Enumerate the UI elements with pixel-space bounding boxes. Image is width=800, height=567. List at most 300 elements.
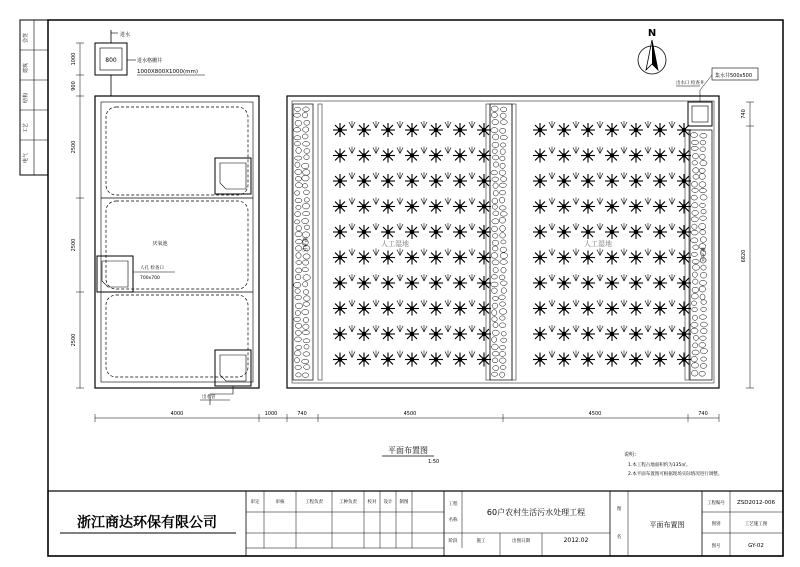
- gravel-pebble: [492, 177, 499, 182]
- plan-scale: 1:50: [428, 459, 440, 465]
- reed-plant-symbol: [477, 225, 491, 239]
- notes: [624, 451, 722, 477]
- gravel-pebble: [303, 141, 310, 146]
- gravel-pebble: [699, 343, 706, 348]
- grass-plant-symbol: [397, 147, 403, 154]
- grass-plant-symbol: [669, 172, 675, 179]
- reed-plant-symbol: [477, 353, 491, 367]
- gravel-pebble: [302, 267, 308, 271]
- dim-left-2: 2500: [71, 140, 77, 154]
- gravel-pebble: [492, 149, 497, 153]
- reed-plant-symbol: [653, 302, 667, 316]
- gravel-pebble: [491, 112, 497, 117]
- grass-plant-symbol: [349, 147, 355, 154]
- gravel-pebble: [295, 289, 300, 294]
- gravel-pebble: [492, 344, 499, 350]
- gravel-pebble: [700, 237, 706, 243]
- gravel-pebble: [303, 254, 310, 259]
- gravel-pebble: [294, 127, 301, 132]
- inlet-well: [95, 30, 205, 96]
- reed-plant-symbol: [533, 174, 547, 188]
- reed-plant-symbol: [453, 174, 467, 188]
- reed-plant-symbol: [333, 123, 347, 137]
- reed-plant-symbol: [477, 200, 491, 214]
- gravel-pebble: [692, 287, 699, 292]
- grass-plant-symbol: [573, 147, 579, 154]
- gravel-pebble: [700, 160, 707, 165]
- gravel-pebble: [303, 275, 310, 281]
- grass-plant-symbol: [445, 274, 451, 281]
- reed-plant-symbol: [477, 251, 491, 265]
- gravel-pebble: [500, 143, 505, 147]
- reed-plant-symbol: [629, 251, 643, 265]
- reed-plant-symbol: [677, 149, 691, 163]
- gravel-pebble: [492, 198, 498, 204]
- grass-plant-symbol: [573, 300, 579, 307]
- reed-plant-symbol: [581, 225, 595, 239]
- reed-plant-symbol: [557, 353, 571, 367]
- grass-plant-symbol: [645, 198, 651, 205]
- reed-plant-symbol: [581, 174, 595, 188]
- reed-plant-symbol: [629, 225, 643, 239]
- gravel-pebble: [303, 127, 309, 132]
- grass-plant-symbol: [421, 198, 427, 205]
- anaerobic-tank: [95, 96, 259, 405]
- gravel-pebble: [700, 140, 706, 145]
- reed-plant-symbol: [381, 353, 395, 367]
- reed-plant-symbol: [653, 225, 667, 239]
- side-strip-item-2: 结构: [23, 92, 29, 104]
- gravel-pebble: [304, 345, 309, 350]
- grass-plant-symbol: [597, 198, 603, 205]
- reed-plant-symbol: [605, 276, 619, 290]
- gravel-pebble: [501, 338, 507, 342]
- reed-plant-symbol: [653, 174, 667, 188]
- gravel-pebble: [691, 328, 698, 333]
- gravel-pebble: [500, 156, 505, 161]
- gravel-pebble: [294, 337, 301, 342]
- reed-plant-symbol: [405, 302, 419, 316]
- north-arrow: [638, 28, 666, 74]
- grass-plant-symbol: [349, 300, 355, 307]
- reed-plant-symbol: [405, 276, 419, 290]
- gravel-pebble: [499, 352, 505, 357]
- gravel-pebble: [693, 153, 699, 159]
- gravel-pebble: [699, 280, 706, 285]
- sheet-no: GY-02: [748, 543, 764, 549]
- grass-plant-symbol: [669, 300, 675, 307]
- grass-plant-symbol: [349, 121, 355, 128]
- reed-plant-symbol: [429, 276, 443, 290]
- reed-plant-symbol: [557, 200, 571, 214]
- gravel-pebble: [699, 315, 706, 320]
- reed-plant-symbol: [333, 200, 347, 214]
- gravel-pebble: [693, 335, 698, 340]
- inlet-label: 进水: [120, 32, 131, 38]
- gravel-pebble: [691, 238, 698, 243]
- grass-plant-symbol: [549, 249, 555, 256]
- reed-plant-symbol: [333, 327, 347, 341]
- grass-plant-symbol: [421, 223, 427, 230]
- gravel-pebble: [500, 345, 506, 350]
- gravel-pebble: [691, 322, 698, 327]
- reed-plant-symbol: [453, 225, 467, 239]
- reed-plant-symbol: [581, 276, 595, 290]
- grass-plant-symbol: [349, 223, 355, 230]
- reed-plant-symbol: [557, 149, 571, 163]
- grass-plant-symbol: [549, 172, 555, 179]
- reed-plant-symbol: [557, 302, 571, 316]
- reed-plant-symbol: [533, 302, 547, 316]
- grass-plant-symbol: [621, 121, 627, 128]
- gravel-pebble: [500, 113, 506, 118]
- dim-bottom-1: 1000: [264, 411, 278, 417]
- gravel-pebble: [492, 337, 497, 343]
- reed-plant-symbol: [533, 276, 547, 290]
- gravel-pebble: [499, 206, 506, 210]
- gravel-pebble: [701, 209, 706, 214]
- gravel-pebble: [492, 288, 498, 293]
- grass-plant-symbol: [421, 325, 427, 332]
- side-strip-item-4: 电气: [23, 152, 29, 164]
- notes-line-2: 2.本平面布置图可根据现场实际情况进行调整。: [628, 472, 723, 477]
- gravel-pebble: [492, 234, 498, 239]
- reed-plant-symbol: [405, 174, 419, 188]
- gravel-pebble: [692, 315, 697, 320]
- reed-plant-symbol: [533, 200, 547, 214]
- project-label-top: 工程: [448, 502, 458, 507]
- plan-title: 平面布置图: [388, 446, 428, 455]
- gravel-pebble: [692, 161, 698, 165]
- gravel-pebble: [491, 170, 498, 174]
- grass-plant-symbol: [573, 172, 579, 179]
- reed-plant-symbol: [629, 327, 643, 341]
- gravel-pebble: [296, 373, 301, 377]
- gravel-pebble: [501, 267, 506, 273]
- reed-plant-symbol: [677, 225, 691, 239]
- gravel-pebble: [691, 356, 697, 362]
- reed-plant-symbol: [381, 276, 395, 290]
- reed-plant-symbol: [653, 327, 667, 341]
- gravel-pebble: [693, 279, 698, 284]
- gravel-pebble: [500, 190, 506, 195]
- gravel-pebble: [500, 163, 505, 168]
- gravel-pebble: [492, 219, 499, 224]
- grass-plant-symbol: [349, 274, 355, 281]
- reed-plant-symbol: [333, 225, 347, 239]
- reed-plant-symbol: [477, 302, 491, 316]
- gravel-pebble: [303, 282, 308, 287]
- grass-plant-symbol: [469, 325, 475, 332]
- reed-plant-symbol: [605, 302, 619, 316]
- reed-plant-symbol: [453, 200, 467, 214]
- review-label-6: 制图: [399, 500, 409, 505]
- outlet-well-label: 集水井500x500: [715, 73, 753, 79]
- gravel-pebble: [500, 212, 507, 217]
- project-name: 60户农村生活污水处理工程: [486, 508, 586, 517]
- reed-plant-symbol: [629, 353, 643, 367]
- grass-plant-symbol: [397, 249, 403, 256]
- grass-plant-symbol: [597, 147, 603, 154]
- drawing-type-label: 图别: [711, 522, 721, 527]
- gravel-pebble: [500, 120, 507, 125]
- gravel-pebble: [493, 267, 498, 272]
- reed-plant-symbol: [477, 123, 491, 137]
- gravel-pebble: [294, 220, 299, 224]
- gravel-pebble: [492, 205, 497, 210]
- grass-plant-symbol: [469, 351, 475, 358]
- reed-plant-symbol: [629, 302, 643, 316]
- grass-plant-symbol: [469, 172, 475, 179]
- drawing-type: 工艺施工图: [744, 522, 768, 527]
- grass-plant-symbol: [573, 274, 579, 281]
- gravel-pebble: [700, 363, 706, 368]
- grass-plant-symbol: [573, 121, 579, 128]
- side-strip: [20, 20, 48, 175]
- reed-plant-symbol: [605, 327, 619, 341]
- gravel-pebble: [499, 295, 505, 300]
- grass-plant-symbol: [669, 274, 675, 281]
- reed-plant-symbol: [533, 225, 547, 239]
- gravel-pebble: [296, 226, 302, 231]
- reed-plant-symbol: [429, 123, 443, 137]
- gravel-pebble: [492, 260, 499, 265]
- gravel-pebble: [302, 175, 309, 181]
- gravel-pebble: [303, 260, 309, 265]
- grass-plant-symbol: [469, 223, 475, 230]
- gravel-pebble: [499, 183, 506, 187]
- reed-plant-symbol: [581, 200, 595, 214]
- gravel-pebble: [303, 290, 308, 295]
- grass-plant-symbol: [645, 249, 651, 256]
- grass-plant-symbol: [349, 351, 355, 358]
- gravel-pebble: [500, 247, 506, 252]
- gravel-pebble: [294, 191, 299, 195]
- gravel-pebble: [701, 300, 707, 305]
- gravel-pebble: [500, 253, 507, 259]
- grass-plant-symbol: [645, 325, 651, 332]
- phase-label: 阶段: [448, 539, 458, 544]
- gravel-pebble: [692, 188, 699, 192]
- reed-plant-symbol: [357, 123, 371, 137]
- reed-plant-symbol: [453, 302, 467, 316]
- gravel-pebble: [499, 217, 505, 223]
- gravel-pebble: [693, 245, 699, 250]
- grass-plant-symbol: [645, 351, 651, 358]
- gravel-pebble: [295, 176, 301, 181]
- gravel-pebble: [493, 183, 498, 188]
- gravel-pebble: [693, 343, 698, 348]
- gravel-pebble: [700, 348, 707, 353]
- reed-plant-symbol: [557, 174, 571, 188]
- reed-plant-symbol: [477, 327, 491, 341]
- gravel-pebble: [500, 128, 506, 133]
- gravel-pebble: [699, 286, 705, 292]
- gravel-pebble: [295, 310, 300, 315]
- grass-plant-symbol: [421, 172, 427, 179]
- grass-plant-symbol: [469, 147, 475, 154]
- gravel-pebble: [699, 173, 705, 179]
- gravel-pebble: [294, 136, 301, 140]
- title-block: [48, 491, 783, 556]
- reed-plant-symbol: [429, 149, 443, 163]
- bottom-dimensions: [95, 411, 719, 422]
- gravel-pebble: [699, 371, 705, 376]
- review-label-1: 审核: [275, 500, 285, 505]
- grass-plant-symbol: [445, 172, 451, 179]
- reed-plant-symbol: [629, 174, 643, 188]
- reed-plant-symbol: [453, 353, 467, 367]
- grass-plant-symbol: [669, 198, 675, 205]
- grass-plant-symbol: [549, 121, 555, 128]
- gravel-pebble: [499, 275, 505, 280]
- grass-plant-symbol: [421, 351, 427, 358]
- gravel-pebble: [493, 155, 499, 160]
- gravel-pebble: [304, 149, 310, 154]
- gravel-pebble: [302, 330, 309, 334]
- gravel-pebble: [303, 339, 310, 343]
- grass-plant-symbol: [445, 121, 451, 128]
- gravel-pebble: [491, 106, 498, 112]
- gravel-pebble: [500, 260, 507, 265]
- manhole-size: 700x700: [140, 276, 160, 281]
- notes-title: 说明：: [624, 452, 640, 458]
- company-name: 浙江商达环保有限公司: [77, 515, 217, 531]
- reed-plant-symbol: [653, 123, 667, 137]
- reed-plant-symbol: [677, 174, 691, 188]
- grass-plant-symbol: [645, 147, 651, 154]
- gravel-pebble: [492, 240, 498, 245]
- reed-plant-symbol: [381, 200, 395, 214]
- gravel-pebble: [302, 112, 307, 117]
- gravel-pebble: [499, 170, 505, 175]
- reed-plant-symbol: [333, 276, 347, 290]
- gravel-pebble: [492, 296, 498, 300]
- gravel-pebble: [492, 310, 497, 316]
- grass-plant-symbol: [621, 172, 627, 179]
- reed-plant-symbol: [333, 302, 347, 316]
- grass-plant-symbol: [445, 325, 451, 332]
- grass-plant-symbol: [421, 300, 427, 307]
- gravel-pebble: [701, 265, 706, 270]
- grass-plant-symbol: [373, 198, 379, 205]
- reed-plant-symbol: [605, 251, 619, 265]
- gravel-pebble: [701, 307, 707, 311]
- reed-plant-symbol: [333, 353, 347, 367]
- gravel-pebble: [701, 322, 708, 327]
- reed-plant-symbol: [677, 353, 691, 367]
- grass-plant-symbol: [597, 172, 603, 179]
- gravel-pebble: [500, 233, 506, 238]
- gravel-pebble: [492, 246, 498, 251]
- reed-plant-symbol: [557, 123, 571, 137]
- gravel-pebble: [304, 365, 310, 370]
- gravel-pebble: [303, 211, 310, 216]
- reed-plant-symbol: [333, 149, 347, 163]
- gravel-pebble: [692, 181, 698, 187]
- gravel-pebble: [302, 134, 308, 139]
- gravel-pattern-mid: [491, 106, 508, 377]
- reed-plant-symbol: [357, 225, 371, 239]
- gravel-pebble: [701, 357, 707, 361]
- reed-plant-symbol: [429, 302, 443, 316]
- dim-bottom-0: 4000: [170, 411, 184, 417]
- gravel-pebble: [692, 210, 699, 215]
- reed-plant-symbol: [381, 327, 395, 341]
- reed-plant-symbol: [333, 174, 347, 188]
- reed-plant-symbol: [533, 149, 547, 163]
- gravel-pebble: [499, 323, 505, 328]
- reed-plant-symbol: [533, 353, 547, 367]
- gravel-pebble: [501, 288, 506, 294]
- gravel-pebble: [295, 162, 300, 167]
- grass-plant-symbol: [445, 223, 451, 230]
- gravel-pebble: [700, 147, 706, 152]
- reed-plant-symbol: [357, 149, 371, 163]
- reed-plant-symbol: [629, 149, 643, 163]
- grass-plant-symbol: [373, 147, 379, 154]
- gravel-pebble: [296, 205, 301, 209]
- gravel-pebble: [699, 182, 706, 188]
- gravel-pebble: [492, 142, 499, 147]
- gravel-pebble: [691, 140, 698, 144]
- gravel-pebble: [296, 345, 302, 349]
- gravel-pebble: [303, 107, 309, 112]
- reed-plant-symbol: [629, 123, 643, 137]
- reed-plant-symbol: [557, 327, 571, 341]
- grass-plant-symbol: [597, 325, 603, 332]
- reed-plant-symbol: [357, 276, 371, 290]
- wetland-label-2: 人工湿地: [584, 240, 612, 248]
- grass-plant-symbol: [621, 351, 627, 358]
- grass-plant-symbol: [573, 223, 579, 230]
- reed-plant-symbol: [357, 327, 371, 341]
- reed-plant-symbol: [357, 251, 371, 265]
- gravel-pebble: [295, 156, 302, 160]
- reed-plant-symbol: [381, 302, 395, 316]
- review-label-0: 审定: [250, 500, 260, 505]
- inlet-well-size: 800: [105, 57, 117, 64]
- gravel-pebble: [691, 252, 697, 256]
- grass-plant-symbol: [597, 351, 603, 358]
- gravel-pebble: [699, 223, 706, 229]
- gravel-pebble: [692, 203, 698, 208]
- grass-plant-symbol: [349, 172, 355, 179]
- gravel-pebble: [699, 168, 705, 173]
- gravel-pebble: [303, 302, 310, 306]
- reed-plant-symbol: [677, 251, 691, 265]
- grass-plant-symbol: [469, 198, 475, 205]
- grass-plant-symbol: [621, 147, 627, 154]
- gravel-label-2: 配水区: [699, 247, 705, 263]
- reed-plant-symbol: [453, 251, 467, 265]
- grass-plant-symbol: [373, 351, 379, 358]
- gravel-pebble: [491, 372, 497, 376]
- reed-plant-symbol: [533, 327, 547, 341]
- gravel-pebble: [501, 177, 507, 182]
- review-label-4: 校对: [367, 500, 377, 505]
- gravel-pebble: [304, 120, 310, 125]
- gravel-pebble: [691, 133, 698, 138]
- gravel-pebble: [492, 330, 499, 335]
- gravel-pebble: [691, 363, 698, 368]
- outlet-pipe-label: 出水管: [202, 395, 216, 400]
- grass-plant-symbol: [445, 351, 451, 358]
- grass-plant-symbol: [669, 351, 675, 358]
- grass-plant-symbol: [349, 325, 355, 332]
- drawing-label-top: 图: [616, 507, 622, 512]
- plant-grid-2: [533, 121, 691, 367]
